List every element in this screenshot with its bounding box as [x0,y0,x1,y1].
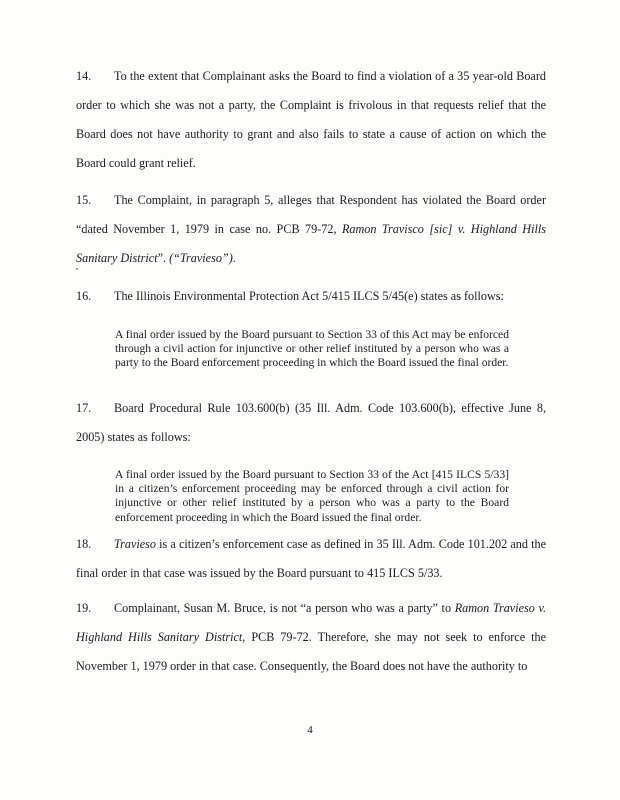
paragraph-text: is a citizen’s enforcement case as defined in 35 Ill. Adm. Code 101.202 and the final order in that case was issued by the Board pursuant to 415 ILCS 5/33. [76,537,546,580]
paragraph-18 [76,530,546,588]
paragraph-17 [76,394,546,452]
page-number: 4 [307,724,313,736]
paragraph-number: 14. [76,69,92,83]
paragraph-number: 15. [76,193,92,207]
paragraph-text: Board Procedural Rule 103.600(b) (35 Ill. Adm. Code 103.600(b), effective June 8, 2005) states as follows: [76,401,546,444]
paragraph-number: 19. [76,601,92,615]
paragraph-14 [76,62,546,178]
case-name: Travieso [114,537,156,551]
block-quote-act: A final order issued by the Board pursuant to Section 33 of this Act may be enforced through a civil action for injunctive or other relief instituted by a person who was a party to the Board enforcement proceeding in which the Board issued the final order. [115,328,509,370]
block-quote-rule: A final order issued by the Board pursuant to Section 33 of the Act [415 ILCS 5/33] in a citizen’s enforcement proceeding may be enforced through a civil action for injunctive or other relief instituted by a person who was a party to the Board enforcement proceeding in which the Board issued the final order. [115,468,509,524]
case-name: Ramon Travieso v. Highland Hills Sanitary District, [76,601,547,644]
case-short-name: (“Travieso”) [169,251,233,265]
case-name: Ramon Travisco [sic] v. Highland Hills Sanitary District [76,222,546,265]
paragraph-text: The Complaint, in paragraph 5, alleges that Respondent has violated the Board order “dated November 1, 1979 in case no. PCB 79-72, [76,193,546,236]
paragraph-19 [76,594,546,681]
paragraph-text: . [232,251,236,265]
scan-speck [76,268,78,270]
paragraph-number: 16. [76,289,92,303]
paragraph-text: To the extent that Complainant asks the Board to find a violation of a 35 year-old Board order to which she was not a party, the Complaint is frivolous in that requests relief that the Board does not have authority to grant and also fails to state a cause of action on which the Board could grant relief. [76,69,546,170]
paragraph-number: 18. [76,537,92,551]
paragraph-number: 17. [76,401,92,415]
paragraph-text: PCB 79-72. Therefore, she may not seek to enforce the November 1, 1979 order in that case. Consequently, the Board does not have the authority to [76,630,546,673]
paragraph-text: ”. [157,251,167,265]
paragraph-15 [76,186,546,273]
paragraph-text: The Illinois Environmental Protection Act 5/415 ILCS 5/45(e) states as follows: [114,289,504,303]
paragraph-text: Complainant, Susan M. Bruce, is not “a person who was a party” to [114,601,452,615]
paragraph-16 [76,282,546,311]
